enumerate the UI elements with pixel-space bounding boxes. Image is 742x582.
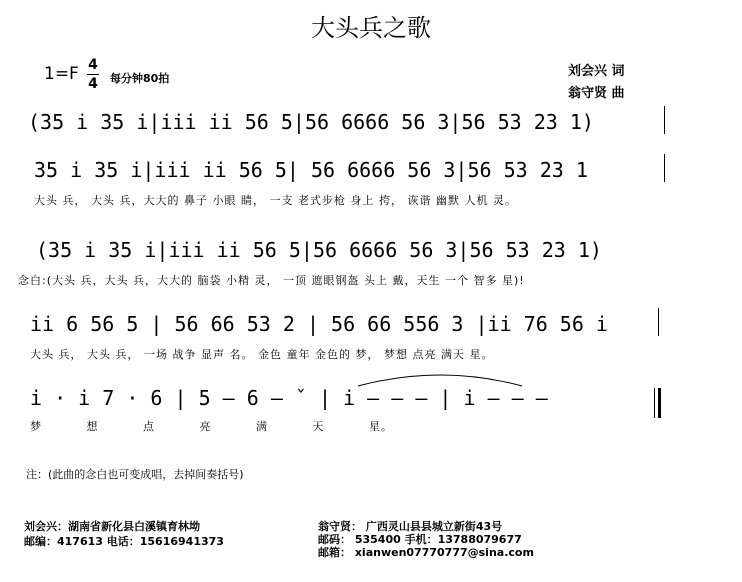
notation-row-3: (35 i 35 i|iii ii 56 5|56 6666 56 3|56 53 23 1) [36, 238, 602, 262]
time-signature [87, 57, 99, 92]
lyrics-row-3: 念白:(大头 兵，大头 兵，大大的 脑袋 小精 灵， 一顶 遮眼钢盔 头上 戴，天生 一个 智多 星)! [18, 274, 525, 287]
final-barline-thin [654, 388, 655, 418]
lyrics-row-2: 大头 兵， 大头 兵，大大的 鼻子 小眼 睛， 一支 老式步枪 身上 挎， 诙谐 幽默 人机 灵。 [34, 194, 517, 207]
fraction-bar [87, 74, 99, 75]
notation-row-2: 35 i 35 i|iii ii 56 5| 56 6666 56 3|56 53 23 1 [34, 158, 588, 182]
slur-tie [356, 370, 526, 390]
lyricist-credit: 刘会兴 词 [568, 64, 625, 79]
footer-left-address: 刘会兴：湖南省新化县白溪镇育林坳 [24, 520, 200, 533]
barline [664, 106, 665, 134]
notation-row-5: i · i 7 · 6 | 5 – 6 – ˇ | i – – – | i – – – [30, 386, 548, 410]
footer-right-email: 邮箱： xianwen07770777@sina.com [318, 546, 534, 559]
tempo-marking: 每分钟80拍 [110, 72, 170, 85]
song-title: 大头兵之歌 [311, 14, 431, 42]
notation-row-1: (35 i 35 i|iii ii 56 5|56 6666 56 3|56 53 23 1) [28, 110, 594, 134]
time-signature-bottom: 4 [88, 76, 98, 92]
barline [664, 154, 665, 182]
time-signature-top: 4 [88, 57, 98, 73]
footer-left-contact: 邮编：417613 电话：15616941373 [24, 535, 224, 548]
lyrics-row-4: 大头 兵， 大头 兵， 一场 战争 显声 名。 金色 童年 金色的 梦， 梦想 点亮 满天 星。 [30, 348, 494, 361]
footer-right-address: 翁守贤： 广西灵山县县城立新街43号 [318, 520, 503, 533]
final-barline-thick [658, 388, 661, 418]
key-signature: 1=F [44, 64, 79, 84]
notation-row-4: ii 6 56 5 | 56 66 53 2 | 56 66 556 3 |ii 76 56 i [30, 312, 608, 336]
lyrics-row-5: 梦 想 点 亮 满 天 星。 [30, 420, 393, 433]
barline [658, 308, 659, 336]
footnote: 注：(此曲的念白也可变成唱，去掉间奏括号) [26, 468, 244, 481]
composer-credit: 翁守贤 曲 [568, 86, 625, 101]
footer-right-contact: 邮码： 535400 手机：13788079677 [318, 533, 522, 546]
